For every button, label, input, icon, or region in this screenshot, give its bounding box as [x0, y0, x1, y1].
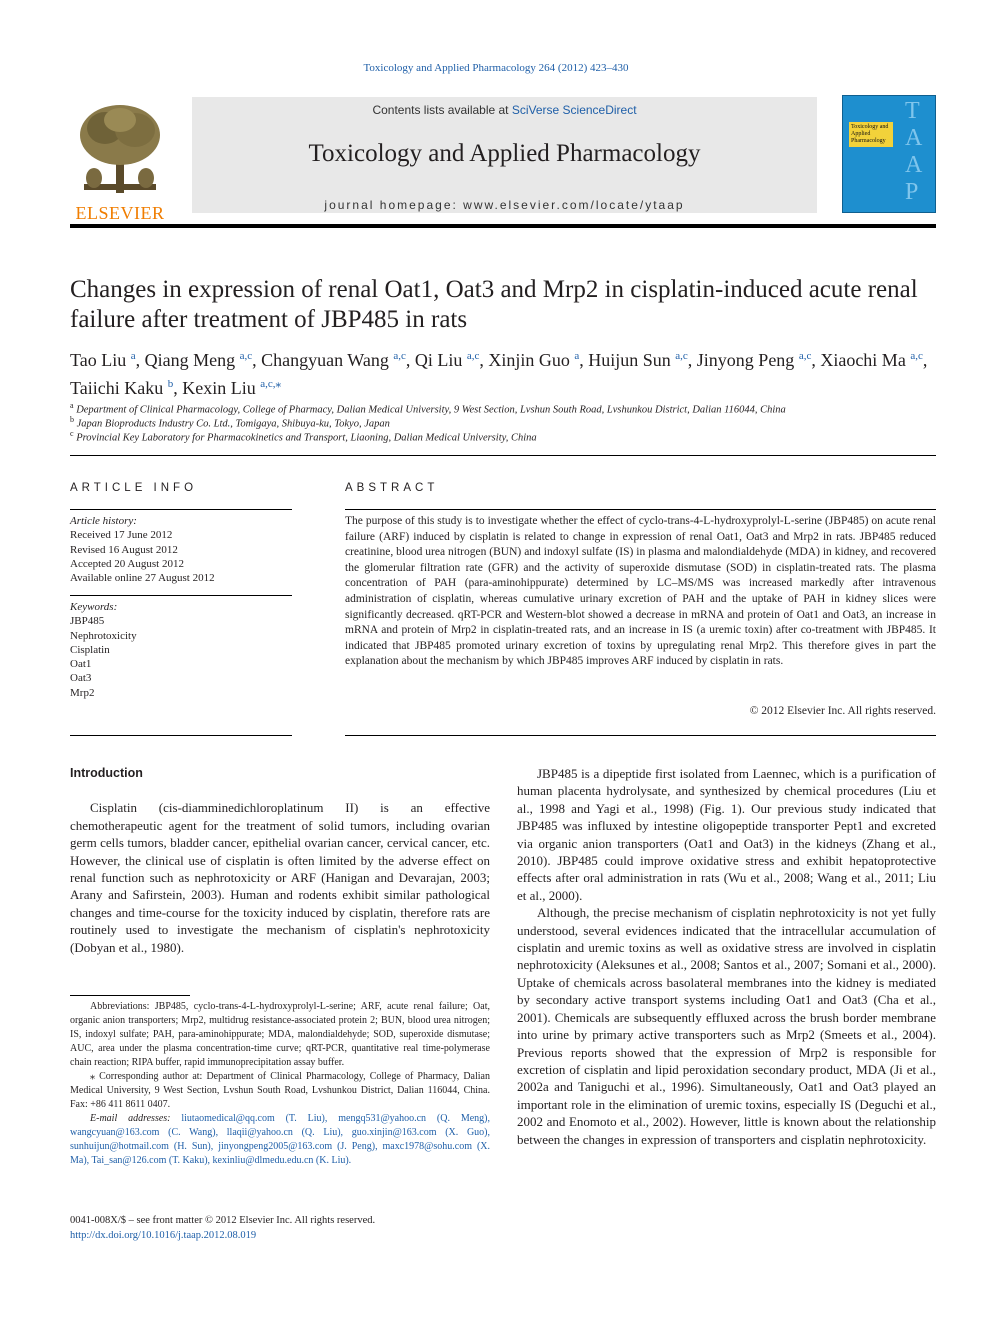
history-item: Accepted 20 August 2012: [70, 557, 184, 570]
author-affiliation-mark[interactable]: a: [130, 350, 136, 362]
email-addresses[interactable]: liutaomedical@qq.com (T. Liu), mengq531@yahoo.cn (Q. Meng), wangcyuan@163.com (C. Wang), llaqii@yahoo.cn (Q. Liu), guo.xinjin@163.com (X. Guo), sunhuijun@hotmail.com (H. Sun), jinyongpeng2005@163.com (J. Peng), maxc1978@sohu.com (X. Ma), Tai_san@126.com (T. Kaku), kexinliu@dlmedu.edu.cn (K. Liu).: [70, 1113, 491, 1166]
author[interactable]: Jinyong Peng: [696, 350, 795, 370]
body-left-column: [70, 765, 490, 956]
author-affiliation-mark[interactable]: a,c: [239, 350, 253, 362]
author[interactable]: Kexin Liu: [182, 378, 256, 398]
author-affiliation-mark[interactable]: a,c,⁎: [260, 378, 281, 390]
affiliation-b: $^b$ Japan Bioproducts Industry Co. Ltd., Tomigaya, Shibuya-ku, Tokyo, Japan: [70, 415, 390, 430]
right-paragraph-1: JBP485 is a dipeptide first isolated from Laennec, which is a purification of human placenta hydrolysate, and synthesized by chemical procedures (Liu et al., 1998 and Yagi et al., 1998) (Fig. 1). Our previous study indicated that JBP485 was influxed by intestine oligopeptide transporter Pept1 and excreted via organic anion transporters (Oat1 and Oat3) in the kidneys (Zhang et al., 2010). JBP485 could improve oxidative stress and exhibit hepatoprotective effects after oral administration in rats (Wu et al., 2008; Wang et al., 2011; Liu et al., 2000).: [517, 766, 936, 903]
footnote-rule: [70, 995, 190, 996]
journal-citation[interactable]: Toxicology and Applied Pharmacology 264 (2012) 423–430: [363, 62, 629, 74]
author-affiliation-mark[interactable]: a,c: [393, 350, 406, 362]
author[interactable]: Xinjin Guo: [488, 350, 570, 370]
article-info-heading: ARTICLE INFO: [70, 482, 198, 494]
header-rule: [70, 224, 936, 228]
author-affiliation-mark[interactable]: a,c: [910, 350, 923, 362]
abstract-bottom-rule: [345, 735, 936, 736]
history-item: Received 17 June 2012: [70, 529, 173, 542]
abstract-rule: [345, 509, 936, 510]
cover-letters: TAAP: [905, 98, 923, 205]
affiliation-c: $^c$ Provincial Key Laboratory for Pharmacokinetics and Transport, Liaoning, Dalian Medical University, China: [70, 429, 537, 444]
keyword: Mrp2: [70, 686, 95, 699]
author[interactable]: Huijun Sun: [588, 350, 671, 370]
journal-name: Toxicology and Applied Pharmacology: [308, 140, 701, 167]
author-affiliation-mark[interactable]: b: [167, 378, 174, 390]
keyword: JBP485: [70, 615, 105, 628]
info-bottom-rule: [70, 735, 292, 736]
front-matter: [70, 1214, 375, 1243]
author[interactable]: Taiichi Kaku: [70, 378, 164, 398]
cover-title: Toxicology and Applied Pharmacology: [849, 122, 893, 147]
elsevier-logo[interactable]: [70, 100, 170, 223]
email-footnote: [70, 1112, 490, 1168]
keyword: Oat1: [70, 658, 92, 671]
keywords-label: Keywords:: [70, 601, 118, 613]
affiliation-a: $^a$ Department of Clinical Pharmacology, College of Pharmacy, Dalian Medical University, 9 West Section, Lvshun South Road, Lvshunkou District, Dalian 116044, China: [70, 401, 786, 416]
keyword: Cisplatin: [70, 643, 110, 656]
history-rule: [70, 595, 292, 596]
abstract-text: The purpose of this study is to investigate whether the effect of cyclo-trans-4-L-hydroxyprolyl-L-serine (JBP485) on acute renal failure (ARF) induced by cisplatin is related to change in expression of renal Oat1, Oat3 and Mrp2 in rats. JBP485 reduced creatinine, blood urea nitrogen (BUN) and indoxyl sulfate (IS) in plasma and malondialdehyde (MDA) in kidney, and recovered the glomerular filtration rate (GFR) and the activity of superoxide dismutase (SOD) in cisplatin-treated rats. The plasma concentration of PAH (para-aminohippurate) determined by LC–MS/MS was increased markedly after intravenous administration of cisplatin, whereas cumulative urinary excretion of PAH and the uptake of PAH in kidney slices were significantly decreased. qRT-PCR and Western-blot showed a decrease in mRNA and protein of Oat1 and Oat3, an increase in mRNA and protein of Mrp2 in cisplatin-treated rats, and an increase in IS (a uremic toxin) after co-treatment with JBP485. It indicated that JBP485 promoted urinary excretion of toxins by upregulating renal Mrp2. This therefore gives in part the explanation about the mechanism by which JBP485 improves ARF induced by cisplatin in rats.: [345, 515, 936, 668]
keyword: Oat3: [70, 672, 92, 685]
author[interactable]: Changyuan Wang: [261, 350, 389, 370]
email-label: E-mail addresses:: [90, 1113, 171, 1124]
history-label: Article history:: [70, 515, 137, 527]
elsevier-wordmark: ELSEVIER: [75, 203, 165, 223]
author-affiliation-mark[interactable]: a,c: [675, 350, 688, 362]
corresponding-footnote: ⁎ Corresponding author at: Department of Clinical Pharmacology, College of Pharmacy, Dalian Medical University, 9 West Section, Lvshun South Road, Lvshunkou District, Dalian 116044, China. Fax: +86 411 8611 0407.: [70, 1071, 490, 1110]
author-affiliation-mark[interactable]: a,c: [466, 350, 480, 362]
article-history: [70, 514, 292, 585]
author[interactable]: Qi Liu: [414, 350, 463, 370]
right-paragraph-2: Although, the precise mechanism of cisplatin nephrotoxicity is not yet fully understood, several evidences indicated that the intracellular accumulation of cisplatin and uremic toxins as well as oxidative stress are involved in cisplatin nephrotoxicity (Aleksunes et al., 2008; Santos et al., 2007; Somani et al., 2000). Uptake of chemicals across basolateral membranes into the kidney is mediated by secondary active transport systems including Oat1 and Oat3 (Cha et al., 2001). Chemicals are subsequently effluxed across the brush border membrane into urine by primary active transporters such as Mrp2 (Smeets et al., 2004). Previous reports showed that the expression of Mrp2 is responsible for excretion of cisplatin and lipid peroxidation secondary product, MDA (Ji et al., 2002a and Taniguchi et al., 1996). Simultaneously, Oat1 and Oat3 played an important role in the elimination of uremic toxins, especially IS (Deguchi et al., 2002 and Enomoto et al., 2002). However, little is known about the relationship between the changes in expression of transporters and cisplatin nephrotoxicity.: [517, 905, 936, 1147]
intro-paragraph-1: Cisplatin (cis-diamminedichloroplatinum II) is an effective chemotherapeutic agent for the treatment of solid tumors, including ovarian germ cells tumors, bladder cancer, epithelial ovarian cancer, cervical cancer, etc. However, the clinical use of cisplatin is often limited by the adverse effect on renal function such as nephrotoxicity or ARF (Hanigan and Devarajan, 2003; Arany and Safirstein, 2003). Human and rodents exhibit similar pathological changes and time-course for the toxicity induced by cisplatin, therefore rats are routinely used to investigate the mechanism of cisplatin's nephrotoxicity (Dobyan et al., 1980).: [70, 800, 490, 955]
contents-line: [192, 103, 817, 117]
author-affiliation-mark[interactable]: a: [574, 350, 580, 362]
author[interactable]: Qiang Meng: [144, 350, 236, 370]
abbreviations-footnote: Abbreviations: JBP485, cyclo-trans-4-L-hydroxyprolyl-L-serine; ARF, acute renal failure; Oat, organic anion transporters; Mrp2, multidrug resistance-associated protein 2; BUN, blood urea nitrogen; IS, indoxyl sulfate; PAH, para-aminohippurate; MDA, malondialdehyde; SOD, superoxide dismutase; AUC, area under the plasma concentration-time curve; qRT-PCR, quantitative real time-polymerase chain reaction; RIPA buffer, rapid immunoprecipitation assay buffer.: [70, 1001, 490, 1068]
author-affiliation-mark[interactable]: a,c: [798, 350, 812, 362]
body-right-column: [517, 765, 936, 1148]
contents-prefix: Contents lists available at: [372, 103, 512, 117]
doi-link[interactable]: http://dx.doi.org/10.1016/j.taap.2012.08.019: [70, 1229, 257, 1241]
copyright: © 2012 Elsevier Inc. All rights reserved.: [749, 705, 936, 717]
keywords: [70, 600, 292, 700]
journal-cover[interactable]: [842, 95, 936, 213]
issn-line: 0041-008X/$ – see front matter © 2012 Elsevier Inc. All rights reserved.: [70, 1215, 376, 1226]
introduction-heading: Introduction: [70, 766, 143, 780]
history-item: Available online 27 August 2012: [70, 572, 215, 585]
footnotes: [70, 1000, 490, 1168]
journal-homepage[interactable]: journal homepage: www.elsevier.com/locate/ytaap: [324, 198, 685, 212]
keyword: Nephrotoxicity: [70, 629, 137, 642]
affiliation-rule: [70, 455, 936, 456]
abstract-heading: ABSTRACT: [345, 482, 439, 494]
history-item: Revised 16 August 2012: [70, 543, 178, 556]
author[interactable]: Xiaochi Ma: [820, 350, 906, 370]
article-info-rule: [70, 509, 292, 510]
author[interactable]: Tao Liu: [70, 350, 127, 370]
elsevier-tree-icon: [70, 100, 170, 198]
author-list: Tao Liu $^a$, Qiang Meng $^{a,c}$, Changyuan Wang $^{a,c}$, Qi Liu $^{a,c}$, Xinjin Guo $^a$, Huijun Sun $^{a,c}$, Jinyong Peng $^{a,c}$, Xiaochi Ma $^{a,c}$, Taiichi Kaku $^b$, Kexin Liu $^{a,c,⁎}$: [70, 350, 928, 398]
article-title: Changes in expression of renal Oat1, Oat3 and Mrp2 in cisplatin-induced acute renal failure after treatment of JBP485 in rats: [70, 276, 918, 333]
sciencedirect-link[interactable]: SciVerse ScienceDirect: [511, 103, 637, 117]
